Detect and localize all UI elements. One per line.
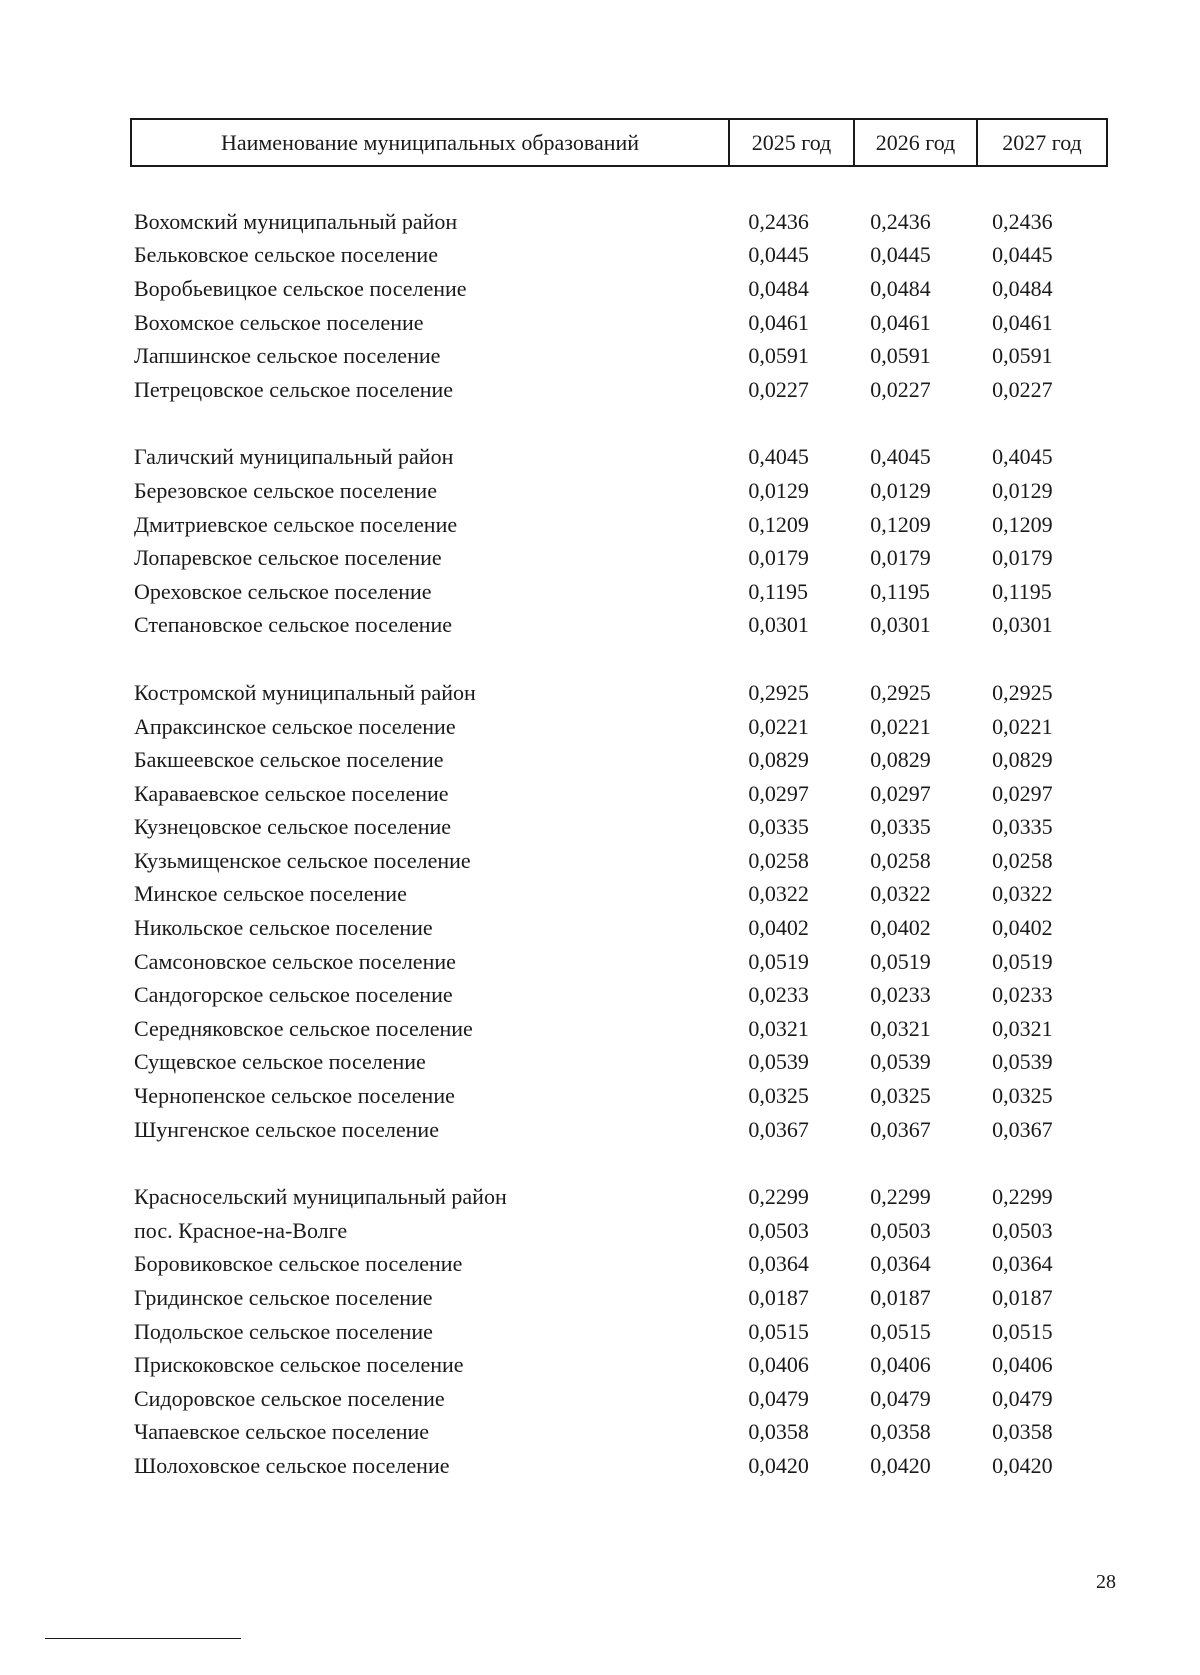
settlement-row — [134, 777, 1114, 811]
footnote-divider — [45, 1638, 241, 1639]
settlement-row — [134, 1382, 1114, 1416]
value-2027: 0,0402 — [992, 915, 1053, 941]
value-2026: 0,2925 — [870, 679, 931, 705]
value-2025: 0,0539 — [748, 1049, 809, 1075]
municipality-name: Красносельский муниципальный район — [134, 1184, 507, 1210]
value-2025: 0,0461 — [748, 309, 809, 335]
settlement-row — [134, 508, 1114, 542]
municipality-name: Бакшеевское сельское поселение — [134, 747, 444, 773]
value-2026: 0,0221 — [870, 713, 931, 739]
value-2025: 0,0322 — [748, 881, 809, 907]
value-2025: 0,0258 — [748, 847, 809, 873]
district-row — [134, 676, 1114, 710]
header-year-2025: 2025 год — [730, 120, 855, 165]
value-2025: 0,0179 — [748, 545, 809, 571]
settlement-row — [134, 811, 1114, 845]
value-2026: 0,2299 — [870, 1184, 931, 1210]
value-2025: 0,0301 — [748, 612, 809, 638]
value-2027: 0,4045 — [992, 444, 1053, 470]
value-2026: 0,0325 — [870, 1083, 931, 1109]
municipality-name: Чапаевское сельское поселение — [134, 1419, 430, 1445]
value-2027: 0,0484 — [992, 275, 1053, 301]
settlement-row — [134, 1079, 1114, 1113]
value-2026: 0,0406 — [870, 1352, 931, 1378]
settlement-row — [134, 609, 1114, 643]
municipality-name: Самсоновское сельское поселение — [134, 948, 456, 974]
value-2027: 0,2925 — [992, 679, 1053, 705]
value-2027: 0,0187 — [992, 1285, 1053, 1311]
value-2027: 0,0221 — [992, 713, 1053, 739]
municipality-name: Караваевское сельское поселение — [134, 780, 449, 806]
value-2026: 0,0519 — [870, 948, 931, 974]
value-2025: 0,0420 — [748, 1452, 809, 1478]
value-2025: 0,0187 — [748, 1285, 809, 1311]
municipality-name: Лапшинское сельское поселение — [134, 343, 441, 369]
value-2025: 0,0297 — [748, 780, 809, 806]
value-2027: 0,2299 — [992, 1184, 1053, 1210]
settlement-row — [134, 575, 1114, 609]
value-2026: 0,0187 — [870, 1285, 931, 1311]
municipality-name: Дмитриевское сельское поселение — [134, 511, 458, 537]
municipality-name: Вохомский муниципальный район — [134, 208, 458, 234]
value-2027: 0,0479 — [992, 1385, 1053, 1411]
municipality-name: Степановское сельское поселение — [134, 612, 453, 638]
municipality-name: Апраксинское сельское поселение — [134, 713, 456, 739]
municipality-name: Боровиковское сельское поселение — [134, 1251, 463, 1277]
value-2025: 0,0358 — [748, 1419, 809, 1445]
header-year-2027: 2027 год — [1002, 129, 1082, 155]
value-2027: 0,0358 — [992, 1419, 1053, 1445]
value-2026: 0,0297 — [870, 780, 931, 806]
value-2027: 0,0322 — [992, 881, 1053, 907]
settlement-row — [134, 339, 1114, 373]
municipality-name: Петрецовское сельское поселение — [134, 376, 454, 402]
value-2025: 0,2925 — [748, 679, 809, 705]
value-2025: 0,0515 — [748, 1318, 809, 1344]
value-2025: 0,0233 — [748, 982, 809, 1008]
value-2025: 0,0591 — [748, 343, 809, 369]
district-row — [134, 441, 1114, 475]
settlement-row — [134, 1315, 1114, 1349]
value-2027: 0,0515 — [992, 1318, 1053, 1344]
row-group — [134, 205, 1114, 407]
value-2025: 0,0503 — [748, 1217, 809, 1243]
value-2025: 0,0445 — [748, 242, 809, 268]
municipality-name: Лопаревское сельское поселение — [134, 545, 442, 571]
settlement-row — [134, 1281, 1114, 1315]
value-2026: 0,1209 — [870, 511, 931, 537]
settlement-row — [134, 1214, 1114, 1248]
municipality-name: Сандогорское сельское поселение — [134, 982, 453, 1008]
settlement-row — [134, 710, 1114, 744]
value-2026: 0,0129 — [870, 477, 931, 503]
value-2026: 0,0367 — [870, 1116, 931, 1142]
settlement-row — [134, 1248, 1114, 1282]
value-2025: 0,0227 — [748, 376, 809, 402]
value-2026: 0,0227 — [870, 376, 931, 402]
municipality-name: Гридинское сельское поселение — [134, 1285, 433, 1311]
municipality-name: Сущевское сельское поселение — [134, 1049, 426, 1075]
value-2025: 0,1195 — [748, 578, 809, 604]
value-2027: 0,0233 — [992, 982, 1053, 1008]
value-2027: 0,0227 — [992, 376, 1053, 402]
municipality-name: Шунгенское сельское поселение — [134, 1116, 439, 1142]
value-2026: 0,2436 — [870, 208, 931, 234]
settlement-row — [134, 1046, 1114, 1080]
settlement-row — [134, 945, 1114, 979]
settlement-row — [134, 1416, 1114, 1450]
settlement-row — [134, 878, 1114, 912]
value-2027: 0,0301 — [992, 612, 1053, 638]
header-name-column: Наименование муниципальных образований — [132, 120, 730, 165]
value-2026: 0,0445 — [870, 242, 931, 268]
table-body — [134, 205, 1114, 1517]
value-2025: 0,2299 — [748, 1184, 809, 1210]
municipality-name: Кузьмищенское сельское поселение — [134, 847, 471, 873]
settlement-row — [134, 306, 1114, 340]
value-2026: 0,0503 — [870, 1217, 931, 1243]
value-2026: 0,0479 — [870, 1385, 931, 1411]
header-year-2026: 2026 год — [855, 120, 978, 165]
value-2026: 0,0591 — [870, 343, 931, 369]
value-2025: 0,0829 — [748, 747, 809, 773]
value-2025: 0,4045 — [748, 444, 809, 470]
municipality-name: Кузнецовское сельское поселение — [134, 814, 452, 840]
row-group — [134, 1180, 1114, 1482]
value-2026: 0,0515 — [870, 1318, 931, 1344]
settlement-row — [134, 911, 1114, 945]
value-2027: 0,0591 — [992, 343, 1053, 369]
value-2025: 0,0406 — [748, 1352, 809, 1378]
value-2026: 0,0335 — [870, 814, 931, 840]
municipality-name: Середняковское сельское поселение — [134, 1015, 473, 1041]
value-2026: 0,0829 — [870, 747, 931, 773]
value-2027: 0,0829 — [992, 747, 1053, 773]
settlement-row — [134, 844, 1114, 878]
value-2025: 0,0367 — [748, 1116, 809, 1142]
value-2027: 0,0461 — [992, 309, 1053, 335]
value-2027: 0,0445 — [992, 242, 1053, 268]
municipality-name: Минское сельское поселение — [134, 881, 407, 907]
municipality-name: Прискоковское сельское поселение — [134, 1352, 464, 1378]
municipality-name: Сидоровское сельское поселение — [134, 1385, 445, 1411]
settlement-row — [134, 978, 1114, 1012]
value-2025: 0,0479 — [748, 1385, 809, 1411]
settlement-row — [134, 1113, 1114, 1147]
value-2026: 0,0258 — [870, 847, 931, 873]
value-2026: 0,0539 — [870, 1049, 931, 1075]
settlement-row — [134, 239, 1114, 273]
value-2025: 0,1209 — [748, 511, 809, 537]
value-2026: 0,0179 — [870, 545, 931, 571]
value-2025: 0,0325 — [748, 1083, 809, 1109]
value-2025: 0,0402 — [748, 915, 809, 941]
value-2027: 0,0325 — [992, 1083, 1053, 1109]
municipality-name: Бельковское сельское поселение — [134, 242, 438, 268]
value-2026: 0,0402 — [870, 915, 931, 941]
value-2026: 0,0233 — [870, 982, 931, 1008]
value-2026: 0,1195 — [870, 578, 930, 604]
settlement-row — [134, 1449, 1114, 1483]
value-2025: 0,0321 — [748, 1015, 809, 1041]
value-2027: 0,0297 — [992, 780, 1053, 806]
value-2026: 0,0484 — [870, 275, 931, 301]
settlement-row — [134, 743, 1114, 777]
value-2026: 0,0420 — [870, 1452, 931, 1478]
value-2027: 0,0335 — [992, 814, 1053, 840]
value-2027: 0,0258 — [992, 847, 1053, 873]
value-2027: 0,0539 — [992, 1049, 1053, 1075]
municipality-name: Никольское сельское поселение — [134, 915, 433, 941]
value-2027: 0,0367 — [992, 1116, 1053, 1142]
value-2027: 0,0406 — [992, 1352, 1053, 1378]
district-row — [134, 1180, 1114, 1214]
value-2026: 0,4045 — [870, 444, 931, 470]
municipality-name: Подольское сельское поселение — [134, 1318, 433, 1344]
value-2027: 0,0321 — [992, 1015, 1053, 1041]
value-2027: 0,0364 — [992, 1251, 1053, 1277]
municipality-name: пос. Красное-на-Волге — [134, 1217, 348, 1243]
value-2025: 0,0519 — [748, 948, 809, 974]
municipality-name: Воробьевицкое сельское поселение — [134, 275, 467, 301]
value-2026: 0,0358 — [870, 1419, 931, 1445]
value-2027: 0,0420 — [992, 1452, 1053, 1478]
row-group — [134, 676, 1114, 1146]
settlement-row — [134, 474, 1114, 508]
municipality-name: Шолоховское сельское поселение — [134, 1452, 450, 1478]
settlement-row — [134, 541, 1114, 575]
value-2026: 0,0364 — [870, 1251, 931, 1277]
value-2025: 0,2436 — [748, 208, 809, 234]
settlement-row — [134, 272, 1114, 306]
municipality-name: Березовское сельское поселение — [134, 477, 437, 503]
value-2027: 0,1195 — [992, 578, 1052, 604]
settlement-row — [134, 1348, 1114, 1382]
municipality-name: Костромской муниципальный район — [134, 679, 476, 705]
value-2027: 0,0519 — [992, 948, 1053, 974]
value-2026: 0,0461 — [870, 309, 931, 335]
municipality-name: Чернопенское сельское поселение — [134, 1083, 455, 1109]
municipality-name: Ореховское сельское поселение — [134, 578, 432, 604]
value-2025: 0,0364 — [748, 1251, 809, 1277]
table-header — [130, 118, 1108, 167]
value-2027: 0,0129 — [992, 477, 1053, 503]
row-group — [134, 441, 1114, 643]
value-2026: 0,0321 — [870, 1015, 931, 1041]
value-2025: 0,0335 — [748, 814, 809, 840]
value-2027: 0,0503 — [992, 1217, 1053, 1243]
settlement-row — [134, 1012, 1114, 1046]
value-2026: 0,0322 — [870, 881, 931, 907]
municipality-name: Галичский муниципальный район — [134, 444, 454, 470]
value-2027: 0,2436 — [992, 208, 1053, 234]
value-2027: 0,0179 — [992, 545, 1053, 571]
value-2026: 0,0301 — [870, 612, 931, 638]
value-2025: 0,0484 — [748, 275, 809, 301]
page-number: 28 — [1096, 1571, 1116, 1593]
value-2025: 0,0221 — [748, 713, 809, 739]
value-2025: 0,0129 — [748, 477, 809, 503]
value-2027: 0,1209 — [992, 511, 1053, 537]
settlement-row — [134, 373, 1114, 407]
municipality-name: Вохомское сельское поселение — [134, 309, 424, 335]
district-row — [134, 205, 1114, 239]
